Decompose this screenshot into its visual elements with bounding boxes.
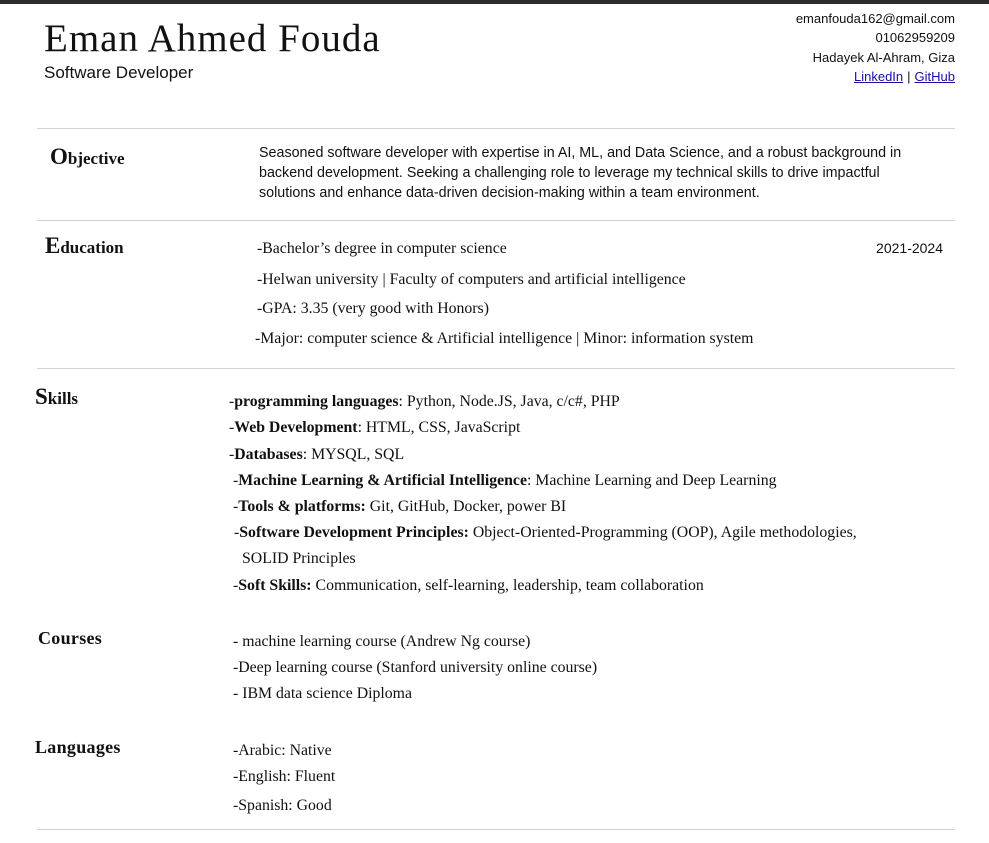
skill-item: -Databases: MYSQL, SQL <box>229 446 405 463</box>
skill-item: -Software Development Principles: Object-Oriented-Programming (OOP), Agile methodologies, <box>234 524 857 541</box>
objective-text: Seasoned software developer with expertise in AI, ML, and Data Science, and a robust background in backend development. Seeking a challenging role to leverage my technical skills to drive impactful solutions and enhance data-driven decision-making within a team environment. <box>259 145 902 201</box>
education-item: -Bachelor’s degree in computer science <box>257 240 507 257</box>
language-item: -Spanish: Good <box>233 797 332 814</box>
job-title: Software Developer <box>44 63 194 82</box>
phone-text: 01062959209 <box>875 30 955 46</box>
skill-item: -Machine Learning & Artificial Intelligence: Machine Learning and Deep Learning <box>233 472 777 489</box>
skill-item: -Tools & platforms: Git, GitHub, Docker, power BI <box>233 498 567 515</box>
link-separator: | <box>907 68 911 84</box>
languages-heading: Languages <box>35 737 121 757</box>
skill-item: -Soft Skills: Communication, self-learning, leadership, team collaboration <box>233 577 704 594</box>
location-text: Hadayek Al-Ahram, Giza <box>812 49 955 65</box>
education-item: -Helwan university | Faculty of computers and artificial intelligence <box>257 271 686 288</box>
github-link[interactable]: GitHub <box>914 68 955 84</box>
linkedin-link[interactable]: LinkedIn <box>853 68 904 84</box>
education-heading: Education <box>45 233 124 258</box>
education-item: -GPA: 3.35 (very good with Honors) <box>257 300 489 317</box>
education-item: -Major: computer science & Artificial intelligence | Minor: information system <box>255 330 754 347</box>
education-years: 2021-2024 <box>876 240 943 256</box>
skill-item-continuation: SOLID Principles <box>242 550 356 567</box>
candidate-name: Eman Ahmed Fouda <box>44 17 381 60</box>
section-divider <box>37 128 955 129</box>
contact-block <box>796 9 955 86</box>
objective-heading: Objective <box>50 144 125 169</box>
section-divider <box>37 220 955 221</box>
language-item: -English: Fluent <box>233 768 336 785</box>
courses-heading: Courses <box>38 628 103 648</box>
section-divider <box>37 829 955 830</box>
language-item: -Arabic: Native <box>233 742 332 759</box>
course-item: - IBM data science Diploma <box>233 685 412 702</box>
course-item: - machine learning course (Andrew Ng course) <box>233 633 531 650</box>
top-border <box>0 0 989 4</box>
skills-heading: Skills <box>35 384 79 409</box>
section-divider <box>37 368 955 369</box>
profile-links <box>796 67 955 86</box>
skill-item: -Web Development: HTML, CSS, JavaScript <box>229 419 521 436</box>
email-text: emanfouda162@gmail.com <box>795 11 955 26</box>
course-item: -Deep learning course (Stanford university online course) <box>233 659 598 676</box>
skill-item: -programming languages: Python, Node.JS, Java, c/c#, PHP <box>229 393 620 410</box>
